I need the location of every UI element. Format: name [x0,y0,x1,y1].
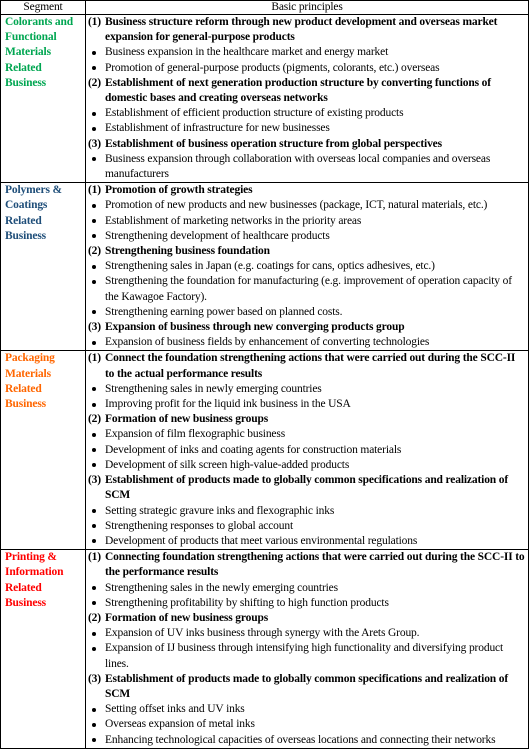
principles-cell [86,183,529,351]
principle-title: Establishment of products made to globally common specifications and realization of SCM [105,474,509,502]
segment-name: Polymers & Coatings Related Business [5,184,62,242]
principle-number: (2) [88,611,101,624]
bullet-item: Business expansion in the healthcare market and energy market [88,45,526,60]
principle-heading [88,550,526,580]
principles-cell [86,15,529,183]
bullet-item: Establishment of marketing networks in the priority areas [88,214,526,229]
principle-title: Promotion of growth strategies [105,184,253,197]
principle-number: (1) [88,352,101,365]
principles-cell [86,550,529,749]
bullet-item: Strengthening responses to global account [88,519,526,534]
bullet-item: Establishment of infrastructure for new businesses [88,121,526,136]
principle-number: (2) [88,245,101,258]
bullet-item: Strengthening the foundation for manufacturing (e.g. improvement of operation capacity of the Kawagoe Factory). [88,274,526,304]
principle-number: (3) [88,672,101,685]
segment-name: Packaging Materials Related Business [5,352,55,411]
bullet-item: Enhancing technological capacities of overseas locations and connecting their networks [88,733,526,748]
principle-title: Establishment of products made to globally common specifications and realization of SCM [105,672,509,700]
bullet-item: Strengthening development of healthcare products [88,229,526,244]
principle-heading [88,611,526,626]
principles-cell [86,351,529,550]
principle-heading [88,15,526,45]
principle-heading [88,412,526,427]
bullet-item: Establishment of efficient production structure of existing products [88,106,526,121]
bullet-item: Strengthening sales in newly emerging countries [88,382,526,397]
bullet-item: Promotion of general-purpose products (pigments, colorants, etc.) overseas [88,61,526,76]
principle-title: Formation of new business groups [105,611,269,624]
basic-principles-column-header: Basic principles [86,1,529,15]
bullet-item: Promotion of new products and new businesses (package, ICT, natural materials, etc.) [88,198,526,213]
segment-name: Colorants and Functional Materials Related Business [5,16,74,89]
principle-title: Strengthening business foundation [105,245,270,258]
bullet-item: Strengthening profitability by shifting to high function products [88,596,526,611]
principle-number: (1) [88,184,101,197]
bullet-item: Development of silk screen high-value-added products [88,458,526,473]
bullet-item: Expansion of IJ business through intensifying high functionality and diversifying product lines. [88,641,526,671]
principle-title: Establishment of next generation production structure by converting functions of domestic bases and creating overseas networks [105,76,491,105]
bullet-item: Development of products that meet various environmental regulations [88,534,526,549]
segment-cell [1,550,86,749]
principle-number: (2) [88,413,101,426]
principle-heading [88,473,526,503]
bullet-item: Strengthening sales in Japan (e.g. coatings for cans, optics adhesives, etc.) [88,259,526,274]
bullet-item: Expansion of film flexographic business [88,427,526,442]
bullet-item: Expansion of UV inks business through synergy with the Arets Group. [88,626,526,641]
segment-row [1,351,529,550]
bullet-item: Setting offset inks and UV inks [88,702,526,717]
principle-heading [88,672,526,702]
bullet-item: Expansion of business fields by enhancement of converting technologies [88,335,526,350]
principle-title: Expansion of business through new converging products group [105,321,405,334]
principle-number: (3) [88,137,101,150]
bullet-item: Improving profit for the liquid ink business in the USA [88,397,526,412]
segment-cell [1,351,86,550]
principle-heading [88,320,526,335]
bullet-item: Development of inks and coating agents for construction materials [88,443,526,458]
bullet-item: Setting strategic gravure inks and flexographic inks [88,504,526,519]
principle-heading [88,351,526,381]
principle-heading [88,244,526,259]
segment-cell [1,183,86,351]
segment-row [1,550,529,749]
segment-name: Printing & Information Related Business [5,551,64,609]
principle-title: Connecting foundation strengthening actions that were carried out during the SCC-II to the performance results [105,551,525,579]
principle-heading [88,183,526,198]
table-body [1,15,529,749]
segment-cell [1,15,86,183]
principle-title: Formation of new business groups [105,413,269,426]
principle-title: Establishment of business operation structure from global perspectives [105,137,442,150]
bullet-item: Strengthening sales in the newly emerging countries [88,581,526,596]
bullet-item: Overseas expansion of metal inks [88,717,526,732]
principle-number: (3) [88,474,101,487]
principle-number: (1) [88,16,101,28]
principle-number: (1) [88,551,101,564]
bullet-item: Business expansion through collaboration with overseas local companies and overseas manufacturers [88,152,526,182]
segment-row [1,15,529,183]
principle-title: Connect the foundation strengthening actions that were carried out during the SCC-II to the actual performance results [105,352,516,380]
segment-row [1,183,529,351]
principle-number: (2) [88,76,101,89]
table-header-row [1,1,529,15]
segment-column-header: Segment [1,1,86,15]
principle-title: Business structure reform through new product development and overseas market expansion for general-purpose products [105,16,498,44]
bullet-item: Strengthening earning power based on planned costs. [88,305,526,320]
principle-number: (3) [88,321,101,334]
principle-heading [88,137,526,152]
principle-heading [88,76,526,106]
